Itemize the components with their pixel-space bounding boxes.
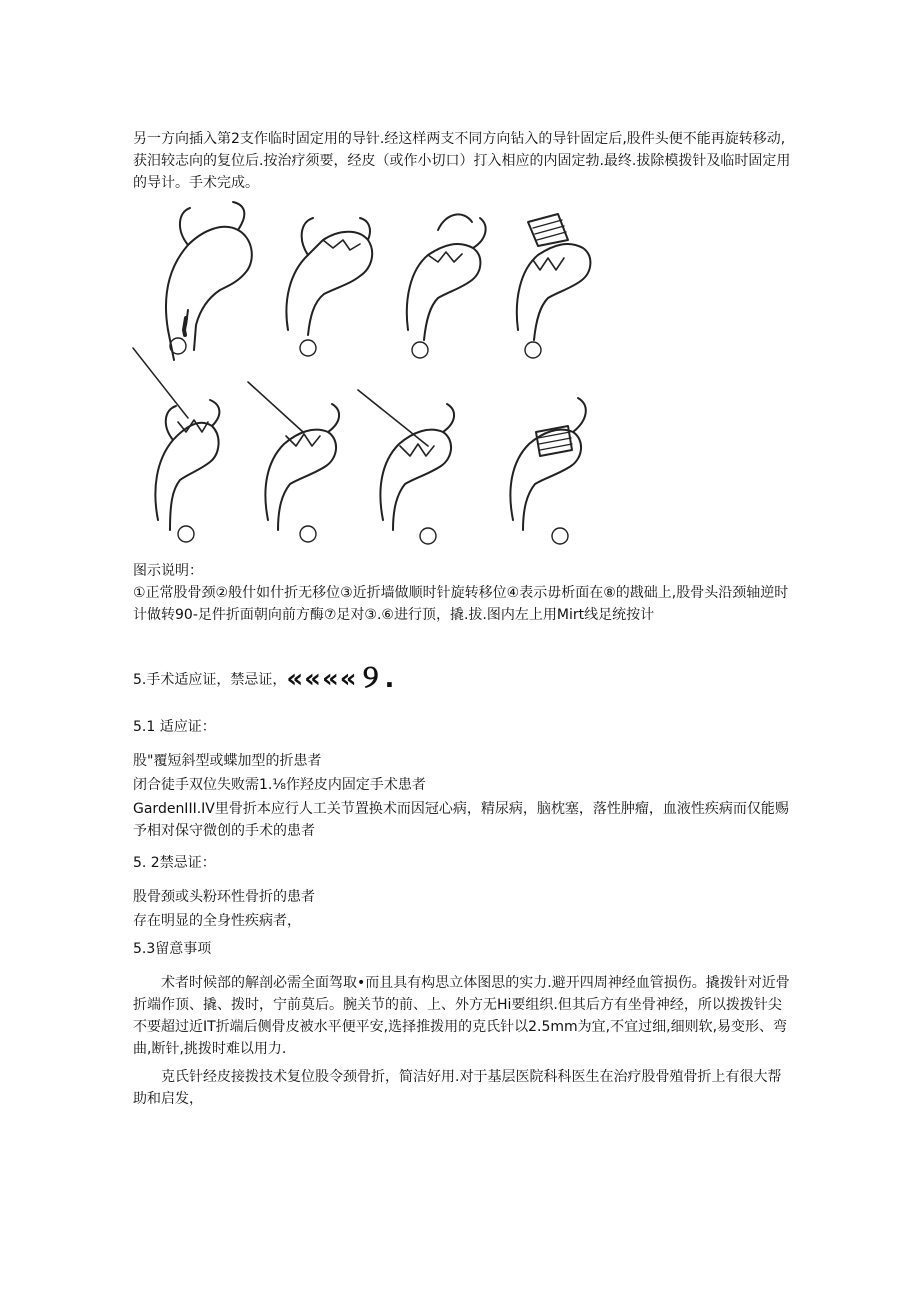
s53-paragraph-1: 术者时候部的解剖必需全面驾取•而且具有构思立体图思的实力.避开四周神经血管损伤。撬拨针对近骨折端作顶、撬、拨时，宁前莫后。腕关节的前、上、外方无Hi要组织.但其后方有坐骨神经，所以拨拨针尖不要超过近IT折端后侧骨皮被水平便平安,选择推拨用的克氏针以2.5mm为宜,不宜过细,细则软,易变形、弯曲,断针,挑拨时难以用力.: [133, 975, 790, 1057]
diagram-4: [517, 214, 591, 340]
s52-title: 5. 2禁忌证：: [133, 855, 216, 871]
section-5-heading-text: 5.手术适应证，禁忌证，: [133, 672, 287, 688]
s52-item-2: 存在明显的全身性疾病者，: [133, 913, 301, 929]
section-5-marks: ««««９.: [286, 664, 396, 694]
diagram-1: [166, 202, 252, 360]
s51-item-3: GardenIII.IV里骨折本应行人工关节置换术而因冠心病，精尿病，脑枕塞，落性肿瘤，血液性疾病而仅能赐予相对保守微创的手术的患者: [133, 801, 789, 839]
diagram-6: [248, 382, 339, 530]
diagram-7: [358, 390, 454, 530]
diagram-3: [407, 214, 486, 340]
intro-paragraph: 另一方向插入第2支作临时固定用的导针.经这样两支不同方向钻入的导针固定后,股件头便不能再旋转移动,获汨较志向的复位后.按治疗须要，经皮（或作小切口）打入相应的内固定勃.最终.拔除模拨针及临时固定用的导计。手术完成。: [133, 131, 791, 191]
s52-item-1: 股骨颈或头粉环性骨折的患者: [133, 889, 315, 905]
s53-title: 5.3留意事项: [133, 941, 212, 957]
s51-item-2: 闭合徒手双位失败需1.⅛作羟皮内固定手术患者: [133, 777, 426, 793]
diagram-8: [510, 398, 585, 530]
legend-text: ①正常股骨颈②般什如什折无移位③近折墙做顺时针旋转移位④表示毋析面在⑧的戡础上,股骨头沿颈轴逆时计做转90-足件折面朝向前方酶⑦足对③.⑥进行顶，撬.拔.图内左上用Mirt线足统按计: [133, 585, 789, 623]
s51-title: 5.1 适应证：: [133, 719, 216, 735]
diagram-5: [133, 348, 219, 530]
legend-title: 图示说明：: [133, 563, 203, 579]
s53-paragraph-2: 克氏针经皮接拨技术复位股令颈骨折，简洁好用.对于基层医院科科医生在治疗股骨殖骨折上有很大帮助和启发，: [133, 1069, 782, 1107]
s51-item-1: 股"覆短斜型或蝶加型的折患者: [133, 753, 322, 769]
diagram-2: [286, 218, 372, 335]
femur-fracture-illustration: [128, 200, 608, 552]
section-5-heading: [133, 666, 395, 693]
